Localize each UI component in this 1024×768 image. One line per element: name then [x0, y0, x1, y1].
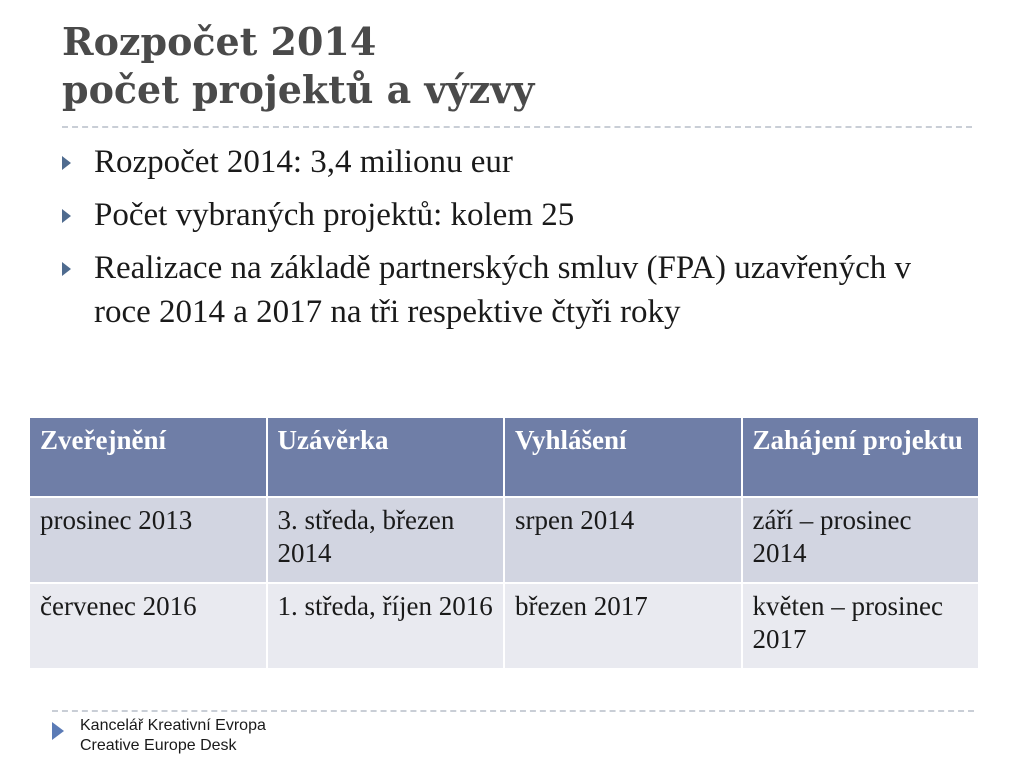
table-cell: září – prosinec 2014 [742, 497, 980, 583]
table-cell: červenec 2016 [29, 583, 267, 669]
footer-line-2: Creative Europe Desk [80, 737, 237, 754]
header-uzaverka: Uzávěrka [267, 417, 505, 497]
header-vyhlaseni: Vyhlášení [504, 417, 742, 497]
bullet-text: Realizace na základě partnerských smluv (FPA) uzavřených v roce 2014 a 2017 na tři respektive čtyři roky [94, 250, 912, 330]
table-cell: prosinec 2013 [29, 497, 267, 583]
bullet-item-projects [62, 193, 972, 237]
bullet-item-budget [62, 140, 972, 184]
header-zverejneni: Zveřejnění [29, 417, 267, 497]
table-cell: březen 2017 [504, 583, 742, 669]
schedule-table [28, 416, 980, 670]
bullet-list [62, 140, 972, 343]
footer-text [80, 716, 266, 756]
table-row [29, 497, 979, 583]
bullet-text: Rozpočet 2014: 3,4 milionu eur [94, 144, 513, 180]
triangle-right-icon [52, 722, 64, 740]
footer-line-1: Kancelář Kreativní Evropa [80, 717, 266, 734]
slide-title [62, 18, 962, 114]
table-header-row [29, 417, 979, 497]
footer [52, 716, 452, 760]
title-line-2: počet projektů a výzvy [62, 67, 535, 112]
bullet-text: Počet vybraných projektů: kolem 25 [94, 197, 575, 233]
title-line-1: Rozpočet 2014 [62, 19, 377, 64]
triangle-right-icon [62, 156, 71, 170]
table-cell: 3. středa, březen 2014 [267, 497, 505, 583]
table-cell: květen – prosinec 2017 [742, 583, 980, 669]
table-cell: 1. středa, říjen 2016 [267, 583, 505, 669]
table-cell: srpen 2014 [504, 497, 742, 583]
footer-divider [52, 710, 974, 712]
header-zahajeni: Zahájení projektu [742, 417, 980, 497]
table-row [29, 583, 979, 669]
bullet-item-fpa [62, 246, 972, 334]
title-divider [62, 126, 972, 128]
triangle-right-icon [62, 209, 71, 223]
triangle-right-icon [62, 262, 71, 276]
